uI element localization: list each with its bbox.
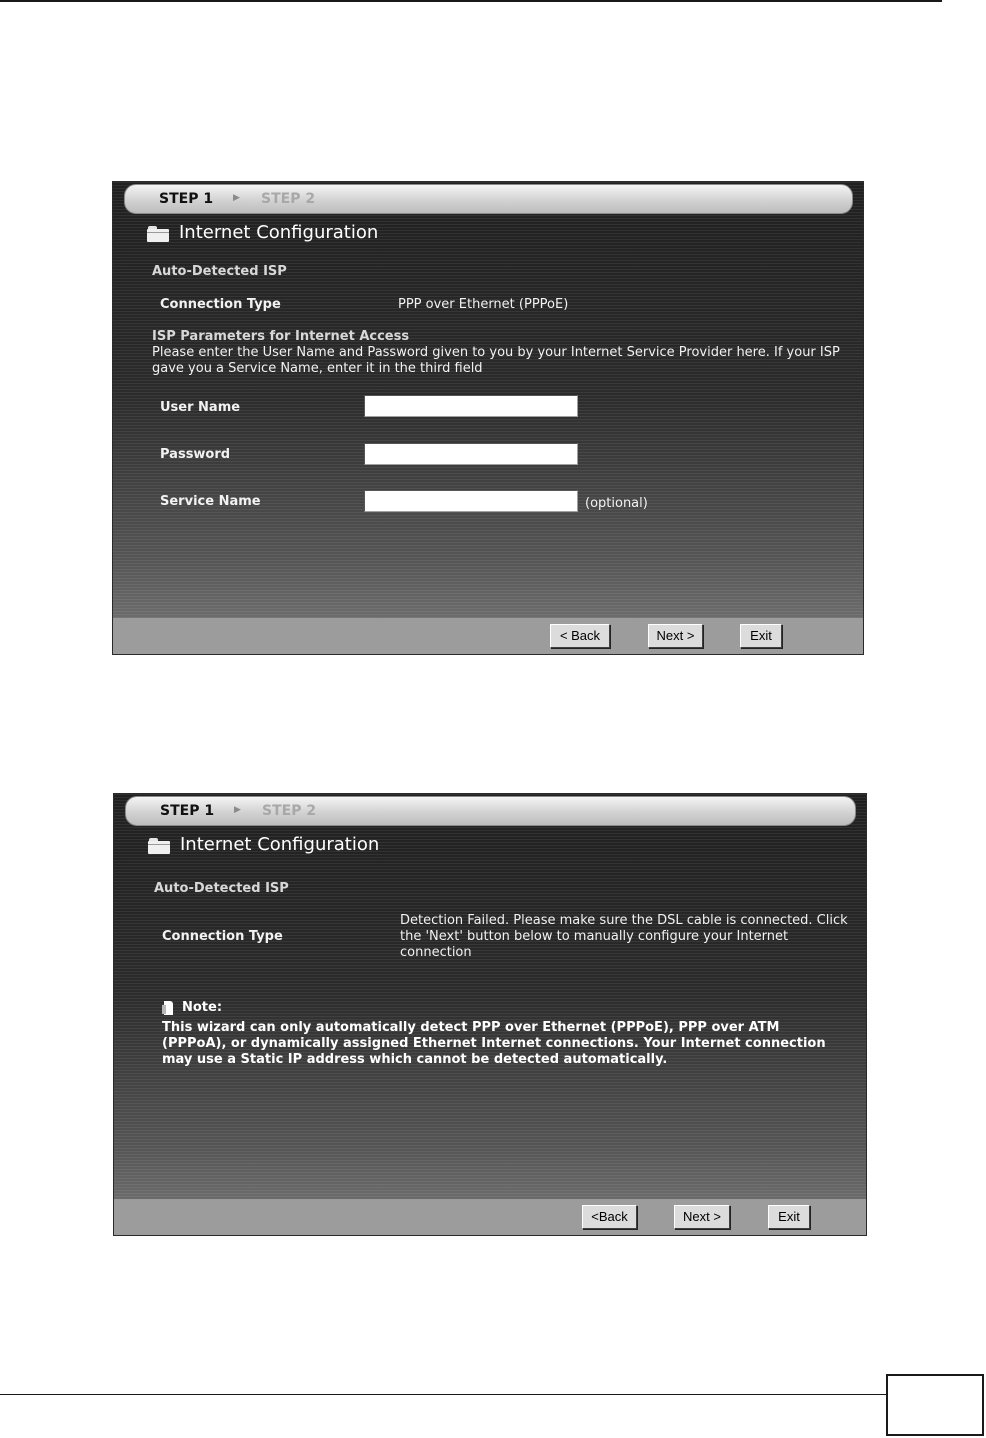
service-name-label: Service Name [160,494,261,509]
step-bar [124,184,853,214]
step-2-label: STEP 2 [262,803,317,819]
wizard-panel-detection-failed [113,793,867,1236]
button-bar [114,1199,866,1235]
note-text: This wizard can only automatically detect PPP over Ethernet (PPPoE), PPP over ATM (PPPoA), or dynamically assigned Ethernet Internet connections. Your Internet connection may use a Static IP address which cannot be detected automatically. [162,1020,826,1067]
connection-type-label: Connection Type [160,297,281,312]
service-name-input[interactable] [364,490,578,512]
wizard-panel-pppoe [112,181,864,655]
step-arrow-icon: ▶ [234,805,241,815]
exit-button[interactable]: Exit [740,624,782,648]
isp-parameters-text: Please enter the User Name and Password given to you by your Internet Service Provider here. If your ISP gave you a Service Name, enter it in the third field [152,345,840,376]
back-button[interactable]: <Back [582,1205,637,1229]
password-label: Password [160,447,231,462]
page-number-box [886,1374,984,1436]
page-bottom-rule [0,1394,886,1395]
step-1-label: STEP 1 [159,191,214,207]
service-name-optional-note: (optional) [585,496,648,511]
connection-type-value: PPP over Ethernet (PPPoE) [398,297,569,312]
next-button[interactable]: Next > [648,624,703,648]
button-bar [113,618,863,654]
auto-detected-isp-heading: Auto-Detected ISP [152,264,287,279]
step-1-label: STEP 1 [160,803,215,819]
user-name-label: User Name [160,400,241,415]
page-title: Internet Configuration [180,834,380,855]
back-button[interactable]: < Back [550,624,610,648]
isp-parameters-heading: ISP Parameters for Internet Access [152,329,410,344]
connection-type-value: Detection Failed. Please make sure the DSL cable is connected. Click the 'Next' button below to manually configure your Internet connection [400,913,848,960]
note-label: Note: [182,1000,223,1015]
user-name-input[interactable] [364,395,578,417]
step-2-label: STEP 2 [261,191,316,207]
password-input[interactable] [364,443,578,465]
page-top-rule [0,0,942,2]
step-arrow-icon: ▶ [233,193,240,203]
note-icon [162,1001,174,1016]
folder-icon [148,838,170,854]
auto-detected-isp-heading: Auto-Detected ISP [154,881,289,896]
connection-type-label: Connection Type [162,929,283,944]
step-bar [125,796,856,826]
exit-button[interactable]: Exit [768,1205,810,1229]
folder-icon [147,226,169,242]
next-button[interactable]: Next > [674,1205,730,1229]
page-title: Internet Configuration [179,222,379,243]
